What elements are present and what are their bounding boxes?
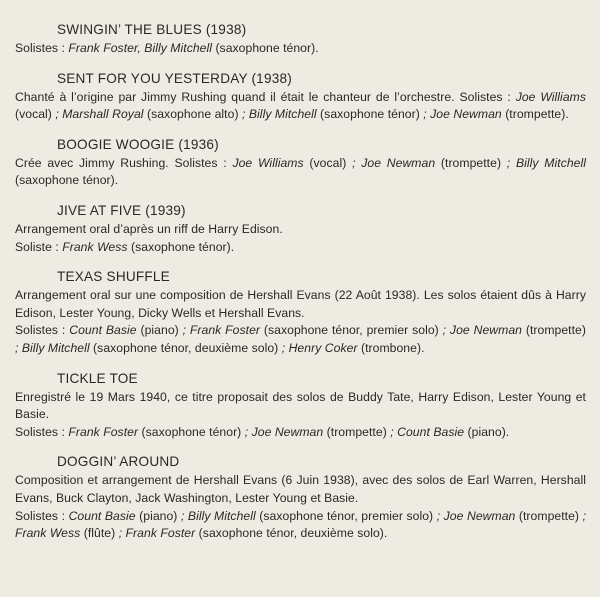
soloist-name: ; Billy Mitchell — [506, 155, 587, 170]
description-text: Arrangement oral sur une composition de Hershall Evans (22 Août 1938). Les solos étaient dûs à Harry Edison, Lester Young, Dicky Wells et Hershall Evans. — [15, 288, 586, 320]
description-text: (piano) — [136, 323, 183, 338]
soloist-name: ; Henry Coker — [281, 340, 358, 355]
track-title: SWINGIN’ THE BLUES (1938) — [57, 22, 247, 37]
soloist-name: Frank Foster — [68, 424, 139, 439]
description-text: (trombone). — [357, 340, 425, 355]
track-entry — [15, 20, 586, 58]
soloist-name: ; Joe Newman — [423, 107, 502, 122]
soloist-name: Joe Williams — [232, 155, 304, 170]
description-text: Solistes : — [15, 41, 69, 55]
track-entry — [15, 135, 586, 190]
track-entry — [15, 201, 586, 256]
soloist-name: ; Billy Mitchell — [242, 107, 317, 122]
soloist-name: Count Basie — [68, 508, 136, 523]
track-description — [15, 287, 586, 357]
description-text: (saxophone ténor). — [212, 41, 319, 55]
soloist-name: ; Frank Foster — [118, 526, 196, 541]
track-title: TICKLE TOE — [57, 370, 138, 386]
description-text: (saxophone ténor). — [15, 173, 119, 188]
soloist-name: ; Billy Mitchell — [15, 340, 90, 355]
description-text: Chanté à l’origine par Jimmy Rushing quand il était le chanteur de l’orchestre. Solistes : — [15, 89, 516, 104]
soloist-name: ; Joe Newman — [442, 323, 522, 338]
description-text: (piano). — [464, 424, 510, 439]
description-text: (saxophone ténor) — [316, 107, 424, 122]
description-text: (trompette) — [521, 323, 586, 338]
track-entry — [15, 69, 586, 124]
track-description — [15, 155, 586, 190]
track-description — [15, 89, 586, 124]
soloist-name: ; Frank Wess — [15, 508, 586, 541]
soloist-name: ; Count Basie — [390, 424, 465, 439]
track-description — [15, 40, 586, 58]
description-text: Enregistré le 19 Mars 1940, ce titre proposait des solos de Buddy Tate, Harry Edison, Lester Young et Basie. — [15, 389, 586, 422]
description-text: Crée avec Jimmy Rushing. Solistes : — [15, 155, 233, 170]
soloist-name: ; Billy Mitchell — [180, 508, 256, 523]
track-description — [15, 472, 586, 542]
description-text: (trompette) — [435, 155, 507, 170]
description-text: (saxophone ténor, premier solo) — [255, 508, 437, 523]
description-text: (saxophone ténor). — [127, 239, 235, 254]
soloist-name: Count Basie — [69, 323, 137, 338]
track-title: DOGGIN’ AROUND — [57, 454, 180, 470]
track-title: BOOGIE WOOGIE (1936) — [57, 136, 219, 152]
track-entry — [15, 369, 586, 442]
description-text: (saxophone ténor, deuxième solo) — [89, 340, 282, 355]
soloist-name: ; Joe Newman — [244, 424, 324, 439]
track-list — [15, 20, 586, 543]
description-text: Solistes : — [15, 424, 69, 439]
soloist-name: ; Frank Foster — [182, 323, 261, 338]
soloist-name: ; Joe Newman — [436, 508, 516, 523]
description-text: (vocal) — [303, 155, 353, 170]
soloist-name: Joe Williams — [515, 89, 586, 104]
soloist-name: Frank Wess — [62, 239, 128, 254]
soloist-name: ; Joe Newman — [352, 155, 436, 170]
track-title: JIVE AT FIVE (1939) — [57, 202, 186, 218]
soloist-name: ; Marshall Royal — [55, 107, 144, 122]
description-text: Solistes : — [15, 323, 70, 338]
track-title: SENT FOR YOU YESTERDAY (1938) — [57, 70, 292, 86]
description-text: Arrangement oral d’après un riff de Harry Edison. — [15, 221, 283, 236]
description-text: (saxophone alto) — [143, 107, 242, 122]
description-text: Solistes : — [15, 508, 69, 523]
description-text: (saxophone ténor, premier solo) — [260, 323, 443, 338]
description-text: (piano) — [135, 508, 181, 523]
description-text: Soliste : — [15, 239, 63, 254]
description-text: (trompette) — [515, 508, 583, 523]
track-description — [15, 221, 586, 256]
track-title: TEXAS SHUFFLE — [57, 269, 170, 285]
description-text: (saxophone ténor, deuxième solo). — [195, 526, 388, 541]
description-text: (saxophone ténor) — [138, 424, 245, 439]
track-entry — [15, 267, 586, 357]
track-description — [15, 389, 586, 442]
description-text: (vocal) — [15, 107, 56, 122]
track-entry — [15, 452, 586, 542]
soloist-name: Frank Foster, Billy Mitchell — [68, 41, 213, 55]
description-text: (trompette). — [501, 107, 569, 122]
description-text: (trompette) — [323, 424, 391, 439]
description-text: (flûte) — [80, 526, 119, 541]
description-text: Composition et arrangement de Hershall Evans (6 Juin 1938), avec des solos de Earl Warren, Hershall Evans, Buck Clayton, Jack Washington, Lester Young et Basie. — [15, 473, 586, 505]
